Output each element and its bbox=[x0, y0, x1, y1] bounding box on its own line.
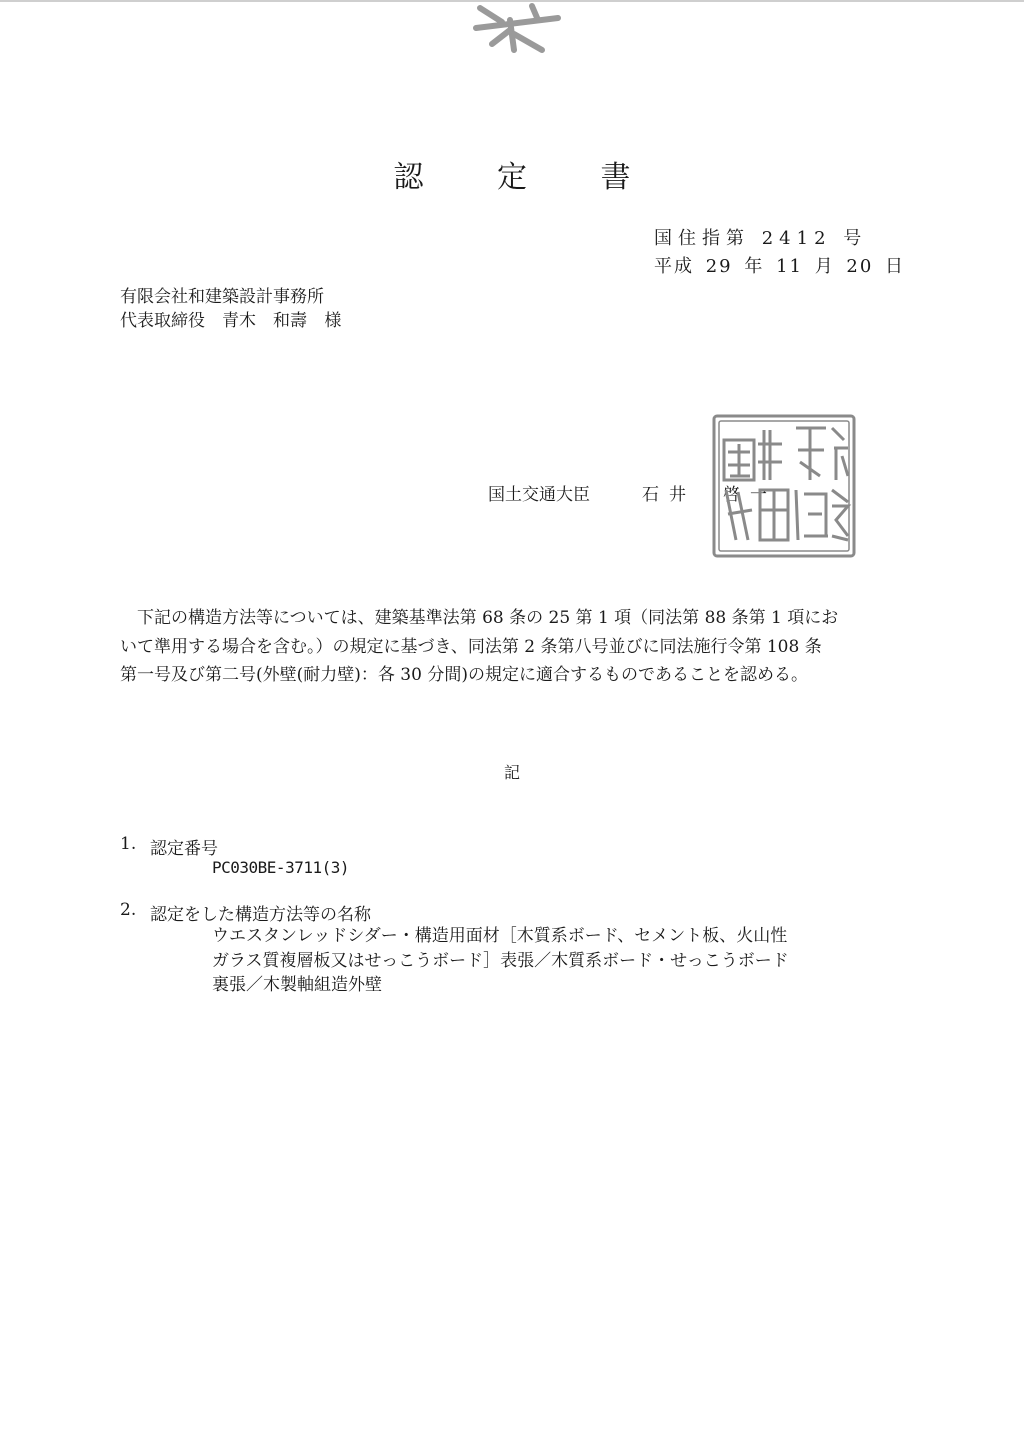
item-number: 2. bbox=[120, 900, 137, 920]
recipient-representative: 代表取締役 青木 和壽 様 bbox=[120, 311, 342, 331]
received-stamp-fragment bbox=[462, 0, 572, 60]
recipient-company: 有限会社和建築設計事務所 bbox=[120, 287, 324, 307]
reference-number: 国住指第 2412 号 bbox=[654, 228, 868, 249]
structure-name-line: ウエスタンレッドシダー・構造用面材［木質系ボード、セメント板、火山性 bbox=[212, 926, 788, 946]
item-label-structure-name: 認定をした構造方法等の名称 bbox=[150, 905, 371, 925]
document-title: 認 定 書 bbox=[393, 160, 663, 195]
issuer-name: 石井 啓一 bbox=[642, 485, 777, 505]
notes-heading: 記 bbox=[503, 763, 520, 782]
official-seal bbox=[708, 410, 860, 562]
issuer-title: 国土交通大臣 bbox=[488, 485, 590, 505]
certification-number-value: PC030BE-3711(3) bbox=[212, 858, 349, 877]
item-label-certification-number: 認定番号 bbox=[150, 839, 218, 859]
structure-name-line: ガラス質複層板又はせっこうボード］表張／木質系ボード・せっこうボード bbox=[212, 950, 789, 971]
statement-line: 下記の構造方法等については、建築基準法第 68 条の 25 第 1 項（同法第 88 条第 1 項にお bbox=[120, 608, 839, 628]
statement-line: いて準用する場合を含む。）の規定に基づき、同法第 2 条第八号並びに同法施行令第 108 条 bbox=[120, 636, 822, 657]
statement-line: 第一号及び第二号(外壁(耐力壁)：各 30 分間)の規定に適合するものであることを認める。 bbox=[120, 665, 808, 685]
structure-name-line: 裏張／木製軸組造外壁 bbox=[212, 975, 382, 995]
item-number: 1. bbox=[120, 834, 137, 854]
issue-date: 平成 29 年 11 月 20 日 bbox=[654, 256, 906, 277]
certification-statement bbox=[120, 604, 920, 690]
structure-name-value bbox=[212, 924, 872, 998]
